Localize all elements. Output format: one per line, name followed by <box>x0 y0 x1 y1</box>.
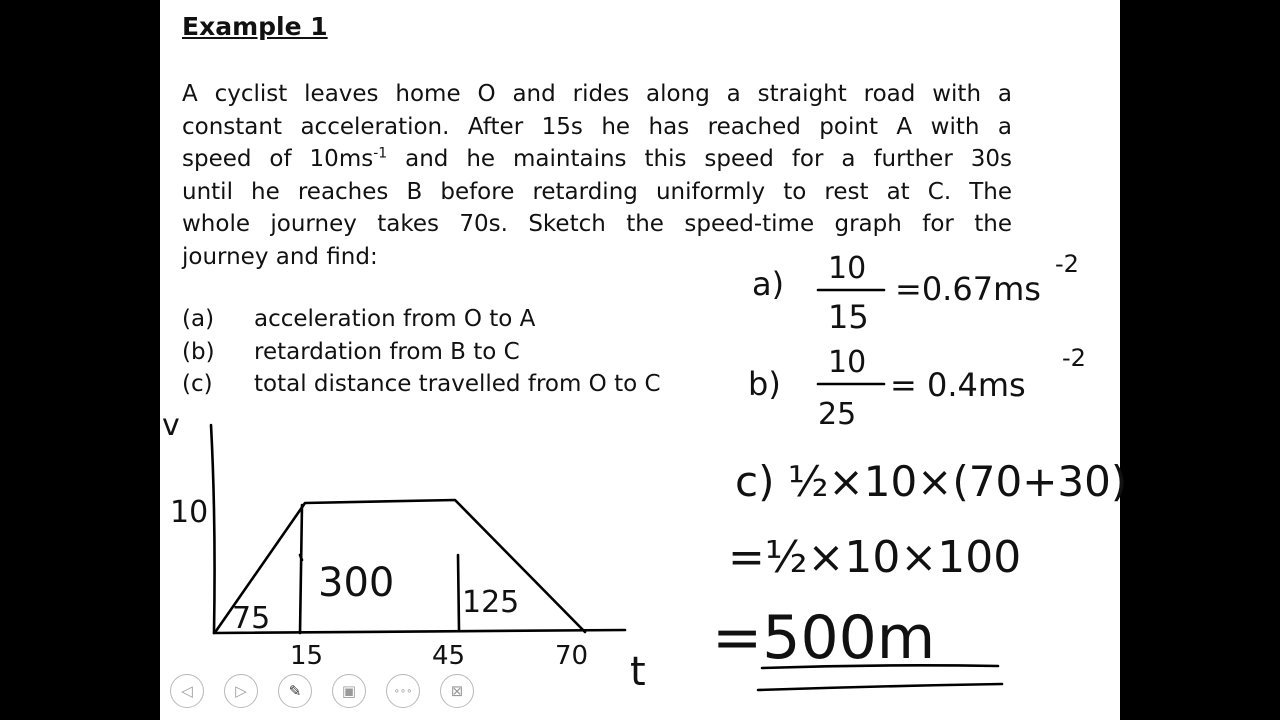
graph-mark <box>300 555 302 560</box>
answer-b-denominator: 25 <box>818 397 857 432</box>
presenter-view-button[interactable] <box>440 674 474 708</box>
graph-divider-15 <box>300 505 302 633</box>
graph-area-label: 125 <box>462 585 520 620</box>
problem-line: whole journey takes 70s. Sketch the speed-time graph for the <box>182 211 1012 237</box>
part-label: (c) <box>182 371 213 397</box>
answer-a-denominator: 15 <box>828 298 869 336</box>
graph-x-tick: 45 <box>432 641 466 671</box>
problem-line: until he reaches B before retarding uniformly to rest at C. The <box>182 178 1012 205</box>
graph-divider-45 <box>458 555 459 630</box>
answer-b-result: = 0.4ms <box>890 366 1026 404</box>
answer-a-label: a) <box>752 265 785 303</box>
graph-x-tick: 70 <box>555 641 589 671</box>
graph-area-label: 300 <box>318 560 395 606</box>
answer-b-numerator: 10 <box>828 345 867 380</box>
part-text: retardation from B to C <box>254 339 520 365</box>
previous-slide-icon: ◁ <box>181 682 193 700</box>
graph-y-axis-label: v <box>162 408 180 443</box>
graph-x-axis-label: t <box>630 649 646 695</box>
graph-y-tick: 10 <box>170 495 209 530</box>
answer-c-line-3: =500m <box>712 603 936 673</box>
pen-icon: ✎ <box>288 682 302 700</box>
problem-line-part: and he maintains this speed for a further 30s <box>387 146 1012 172</box>
speed-time-graph-line <box>216 500 585 632</box>
answer-underline <box>758 684 1002 690</box>
answer-c-line-2: =½×10×100 <box>728 532 1022 583</box>
problem-line: constant acceleration. After 15s he has reached point A with a <box>182 113 1012 140</box>
previous-slide-button[interactable] <box>170 674 204 708</box>
slide-title: Example 1 <box>182 12 328 41</box>
pen-tool-button[interactable] <box>278 674 312 708</box>
problem-line: journey and find: <box>182 243 378 270</box>
answer-c-line-1: c) ½×10×(70+30) <box>735 457 1128 506</box>
problem-line: A cyclist leaves home O and rides along a straight road with a <box>182 81 1012 107</box>
more-options-icon: ∘∘∘ <box>393 685 413 697</box>
part-label: (b) <box>182 339 215 365</box>
graph-x-tick: 15 <box>290 641 324 671</box>
next-slide-button[interactable] <box>224 674 258 708</box>
presenter-view-icon: ⊠ <box>450 682 464 700</box>
part-text: acceleration from O to A <box>254 306 536 332</box>
answer-a-numerator: 10 <box>828 251 867 286</box>
graph-x-axis <box>214 630 625 633</box>
problem-line-part: speed of 10ms <box>182 146 374 172</box>
speed-superscript: -1 <box>373 145 388 162</box>
part-label: (a) <box>182 306 215 332</box>
see-all-slides-button[interactable] <box>332 674 366 708</box>
slides-icon: ▣ <box>341 682 357 700</box>
answer-b-label: b) <box>748 365 781 403</box>
graph-area-label: 75 <box>232 601 271 636</box>
answer-a-exponent: -2 <box>1055 250 1079 278</box>
more-options-button[interactable] <box>386 674 420 708</box>
graph-y-axis <box>211 425 215 633</box>
answer-b-exponent: -2 <box>1062 344 1086 372</box>
next-slide-icon: ▷ <box>235 682 247 700</box>
part-text: total distance travelled from O to C <box>254 371 661 397</box>
answer-a-result: =0.67ms <box>895 270 1041 308</box>
